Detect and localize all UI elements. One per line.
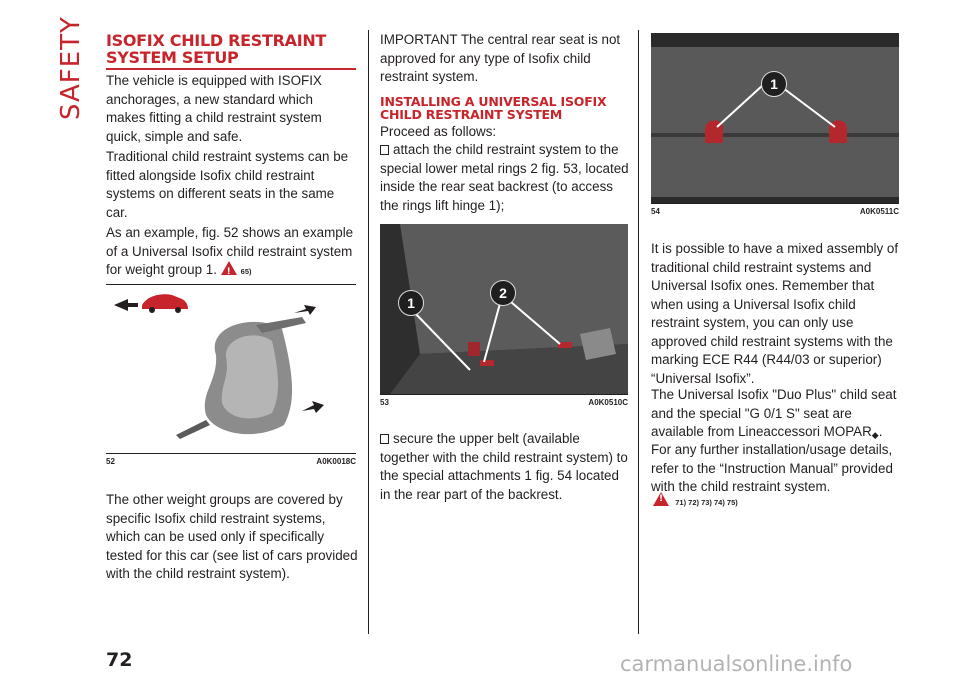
paragraph-other-weight-groups: The other weight groups are covered by specific Isofix child restraint systems, which can be used only if specifically tested for this car (see list of cars provided with the child restraint system). [106, 492, 358, 581]
paragraph-isofix-intro: The vehicle is equipped with ISOFIX anchorages, a new standard which makes fitting a child restraint system quick, simple and safe. [106, 73, 322, 144]
figure-52-caption [106, 453, 356, 466]
watermark: carmanualsonline.info [620, 652, 853, 676]
checkbox-bullet-icon [380, 145, 389, 155]
figure-54-caption [651, 203, 899, 216]
figure-54 [651, 33, 899, 216]
figure-52-image [106, 285, 356, 453]
list-item-attach: attach the child restraint system to the special lower metal rings 2 fig. 53, located inside the rear seat backrest (to access the rings lift hinge 1); [380, 142, 629, 213]
warning-ref: 65) [240, 267, 252, 276]
checkbox-bullet-icon [380, 434, 389, 444]
figure-number: 52 [106, 457, 115, 466]
figure-54-image [651, 33, 899, 203]
paragraph-traditional-systems: Traditional child restraint systems can be fitted alongside Isofix child restraint systems on different seats in the same car. [106, 149, 349, 220]
seat-backrest-photo [651, 33, 899, 203]
list-item-upper-belt: secure the upper belt (available together with the child restraint system) to the special attachments 1 fig. 54 located in the rear part of the backrest. [380, 431, 628, 502]
figure-code: A0K0018C [316, 457, 356, 466]
figure-53 [380, 224, 628, 407]
page-number: 72 [106, 649, 133, 671]
child-seat-illustration [106, 285, 356, 453]
paragraph-proceed: Proceed as follows: [380, 124, 497, 139]
figure-52 [106, 284, 356, 466]
warning-icon [221, 261, 237, 275]
figure-53-image [380, 224, 628, 394]
paragraph-further-details: For any further installation/usage details, refer to the “Instruction Manual” provided with the child restraint system. [651, 442, 893, 494]
column-divider [638, 30, 639, 634]
paragraph-example: As an example, fig. 52 shows an example of a Universal Isofix child restraint system for weight group 1. ! 65) [106, 224, 356, 282]
section-heading-block [106, 32, 356, 70]
figure-code: A0K0510C [588, 398, 628, 407]
paragraph-mixed-assembly: It is possible to have a mixed assembly of traditional child restraint systems and Universal Isofix ones. Remember that when using a Universal Isofix child restraint system, you can only use approved child restraint systems with the marking ECE R44 (R44/03 or superior) “Universal Isofix”. [651, 241, 899, 386]
marker-1: 1 [761, 71, 787, 97]
column-divider [368, 30, 369, 634]
section-side-label: SAFETY [56, 16, 86, 120]
warning-refs: ! 71) 72) 73) 74) 75) [651, 492, 901, 507]
subsection-title: INSTALLING A UNIVERSAL ISOFIX CHILD RESTRAINT SYSTEM [380, 94, 607, 122]
mopar-mark-icon: ◆ [871, 430, 879, 440]
title-underline [106, 68, 356, 70]
paragraph-duo-plus: The Universal Isofix "Duo Plus" child seat and the special "G 0/1 S" seat are available from Lineaccessori MOPAR◆. [651, 387, 897, 440]
warning-icon [653, 492, 669, 506]
figure-53-caption [380, 394, 628, 407]
marker-2: 2 [490, 280, 516, 306]
figure-number: 54 [651, 207, 660, 216]
section-title: ISOFIX CHILD RESTRAINT SYSTEM SETUP [106, 31, 327, 67]
figure-number: 53 [380, 398, 389, 407]
paragraph-important: IMPORTANT The central rear seat is not approved for any type of Isofix child restraint system. [380, 32, 621, 84]
figure-code: A0K0511C [859, 207, 899, 216]
marker-1: 1 [398, 290, 424, 316]
